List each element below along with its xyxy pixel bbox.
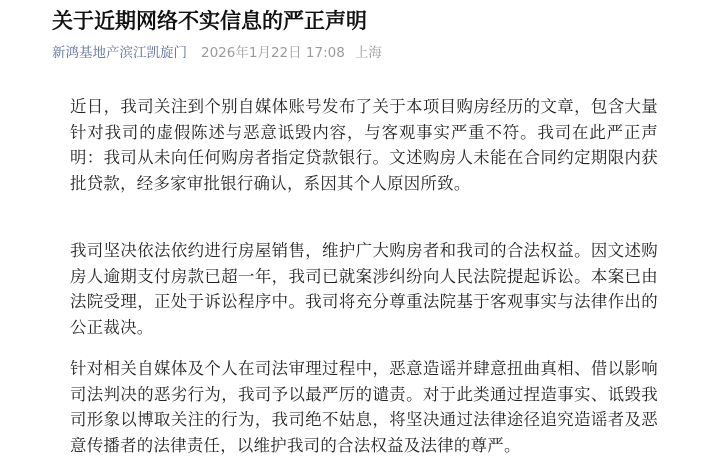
- article-title: 关于近期网络不实信息的严正声明: [52, 9, 367, 33]
- paragraph: 近日，我司关注到个别自媒体账号发布了关于本项目购房经历的文章，包含大量针对我司的虚假陈述与恶意诋毁内容，与客观事实严重不符。我司在此严正声明：我司从未向任何购房者指定贷款银行。文述购房人未能在合同约定期限内获批贷款，经多家审批银行确认，系因其个人原因所致。: [70, 97, 658, 193]
- publish-location: 上海: [354, 45, 382, 61]
- publish-date: 2026年1月22日 17:08: [201, 45, 345, 61]
- article-meta: [52, 43, 382, 63]
- paragraph: 针对相关自媒体及个人在司法审理过程中，恶意造谣并肆意扭曲真相、借以影响司法判决的恶劣行为，我司予以最严厉的谴责。对于此类通过捏造事实、诋毁我司形象以博取关注的行为，我司绝不姑息，将坚决通过法律途径追究造谣者及恶意传播者的法律责任，以维护我司的合法权益及法律的尊严。: [70, 359, 658, 455]
- paragraph: 我司坚决依法依约进行房屋销售，维护广大购房者和我司的合法权益。因文述购房人逾期支付房款已超一年，我司已就案涉纠纷向人民法院提起诉讼。本案已由法院受理，正处于诉讼程序中。我司将充分尊重法院基于客观事实与法律作出的公正裁决。: [70, 241, 658, 337]
- account-name-link[interactable]: 新鸿基地产滨江凯旋门: [52, 45, 187, 61]
